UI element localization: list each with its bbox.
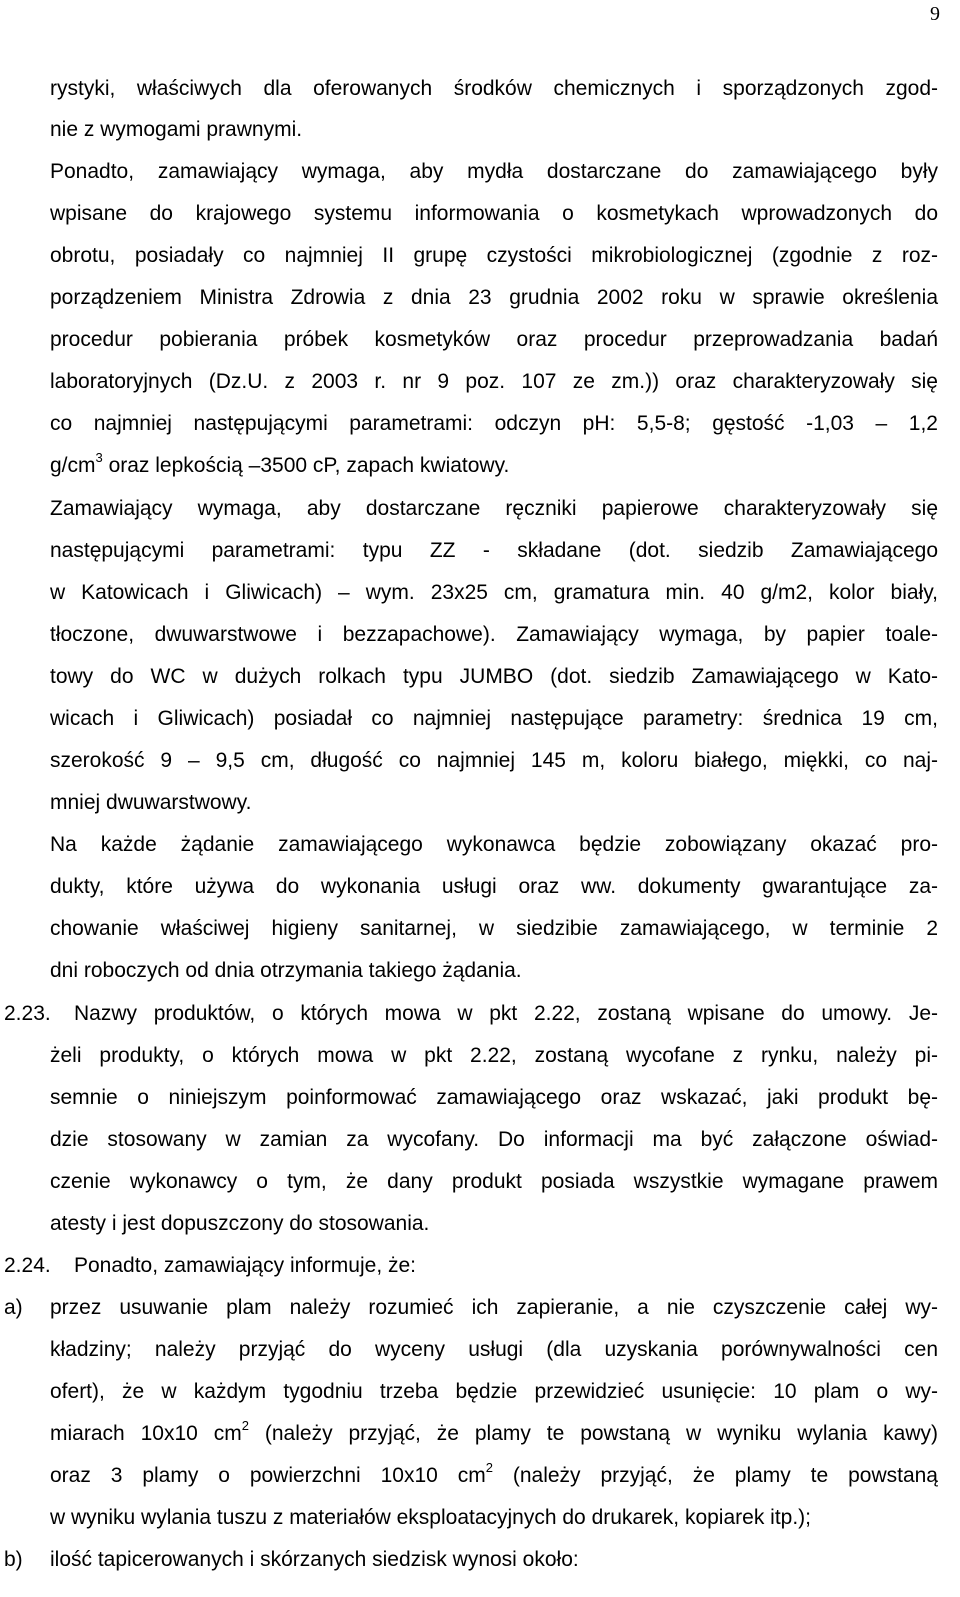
- text-line: wicach i Gliwicach) posiadał co najmniej następujące parametry: średnica 19 cm,: [50, 707, 938, 730]
- text-line: semnie o niniejszym poinformować zamawiającego oraz wskazać, jaki produkt bę-: [50, 1086, 938, 1109]
- text-line: szerokość 9 – 9,5 cm, długość co najmniej 145 m, koloru białego, miękki, co naj-: [50, 749, 938, 772]
- cm2-rest: (należy przyjąć, że plamy te powstaną: [492, 1464, 938, 1487]
- text-line: Ponadto, zamawiający wymaga, aby mydła dostarczane do zamawiającego były: [50, 160, 938, 183]
- text-line: dni roboczych od dnia otrzymania takiego żądania.: [50, 959, 522, 982]
- text-line: laboratoryjnych (Dz.U. z 2003 r. nr 9 poz. 107 ze zm.)) oraz charakteryzowały się: [50, 370, 938, 393]
- cm2-superscript: 2: [485, 1460, 493, 1475]
- text-line: obrotu, posiadały co najmniej II grupę czystości mikrobiologicznej (zgodnie z roz-: [50, 244, 938, 267]
- text-line: tłoczone, dwuwarstwowe i bezzapachowe). Zamawiający wymaga, by papier toale-: [50, 623, 938, 646]
- item-a-label: a): [4, 1296, 23, 1319]
- gcm-unit: g/cm: [50, 454, 96, 477]
- gcm-superscript: 3: [95, 450, 103, 465]
- text-line: w Katowicach i Gliwicach) – wym. 23x25 cm, gramatura min. 40 g/m2, kolor biały,: [50, 581, 938, 604]
- text-line: ofert), że w każdym tygodniu trzeba będzie przewidzieć usunięcie: 10 plam o wy-: [50, 1380, 938, 1403]
- text-line: procedur pobierania próbek kosmetyków oraz procedur przeprowadzania badań: [50, 328, 938, 351]
- text-line: dzie stosowany w zamian za wycofany. Do informacji ma być załączone oświad-: [50, 1128, 938, 1151]
- text-line: żeli produkty, o których mowa w pkt 2.22, zostaną wycofane z rynku, należy pi-: [50, 1044, 938, 1067]
- text-line: towy do WC w dużych rolkach typu JUMBO (dot. siedzib Zamawiającego w Kato-: [50, 665, 938, 688]
- text-line: Nazwy produktów, o których mowa w pkt 2.22, zostaną wpisane do umowy. Je-: [74, 1002, 938, 1025]
- item-b-label: b): [4, 1548, 23, 1571]
- text-line: przez usuwanie plam należy rozumieć ich zapieranie, a nie czyszczenie całej wy-: [50, 1296, 938, 1319]
- text-line: co najmniej następującymi parametrami: odczyn pH: 5,5-8; gęstość -1,03 – 1,2: [50, 412, 938, 435]
- section-number-2-24: 2.24.: [4, 1254, 51, 1277]
- text-line: Zamawiający wymaga, aby dostarczane ręczniki papierowe charakteryzowały się: [50, 497, 938, 520]
- text-line: mniej dwuwarstwowy.: [50, 791, 252, 814]
- text-line: rystyki, właściwych dla oferowanych środków chemicznych i sporządzonych zgod-: [50, 77, 938, 100]
- cm2-text: miarach 10x10 cm: [50, 1422, 242, 1445]
- text-line: następującymi parametrami: typu ZZ - składane (dot. siedzib Zamawiającego: [50, 539, 938, 562]
- gcm-rest: oraz lepkością –3500 cP, zapach kwiatowy.: [102, 454, 510, 477]
- text-line: porządzeniem Ministra Zdrowia z dnia 23 grudnia 2002 roku w sprawie określenia: [50, 286, 938, 309]
- text-line-cm2: [50, 1419, 938, 1449]
- text-line: Na każde żądanie zamawiającego wykonawca będzie zobowiązany okazać pro-: [50, 833, 938, 856]
- text-line: chowanie właściwej higieny sanitarnej, w siedzibie zamawiającego, w terminie 2: [50, 917, 938, 940]
- cm2-rest: (należy przyjąć, że plamy te powstaną w wyniku wylania kawy): [248, 1422, 938, 1445]
- page-number: 9: [930, 3, 940, 25]
- text-line: atesty i jest dopuszczony do stosowania.: [50, 1212, 430, 1235]
- text-line: dukty, które używa do wykonania usługi oraz ww. dokumenty gwarantujące za-: [50, 875, 938, 898]
- text-line-gcm: [50, 451, 938, 481]
- section-heading: Ponadto, zamawiający informuje, że:: [74, 1254, 416, 1277]
- cm2-superscript: 2: [241, 1418, 249, 1433]
- text-line: czenie wykonawcy o tym, że dany produkt posiada wszystkie wymagane prawem: [50, 1170, 938, 1193]
- text-line: wpisane do krajowego systemu informowania o kosmetykach wprowadzonych do: [50, 202, 938, 225]
- text-line: w wyniku wylania tuszu z materiałów eksploatacyjnych do drukarek, kopiarek itp.);: [50, 1506, 811, 1529]
- section-number-2-23: 2.23.: [4, 1002, 51, 1025]
- text-line: ilość tapicerowanych i skórzanych siedzisk wynosi około:: [50, 1548, 579, 1571]
- text-line: nie z wymogami prawnymi.: [50, 118, 303, 141]
- cm2-text: oraz 3 plamy o powierzchni 10x10 cm: [50, 1464, 486, 1487]
- text-line: kładziny; należy przyjąć do wyceny usługi (dla uzyskania porównywalności cen: [50, 1338, 938, 1361]
- text-line-cm2: [50, 1461, 938, 1491]
